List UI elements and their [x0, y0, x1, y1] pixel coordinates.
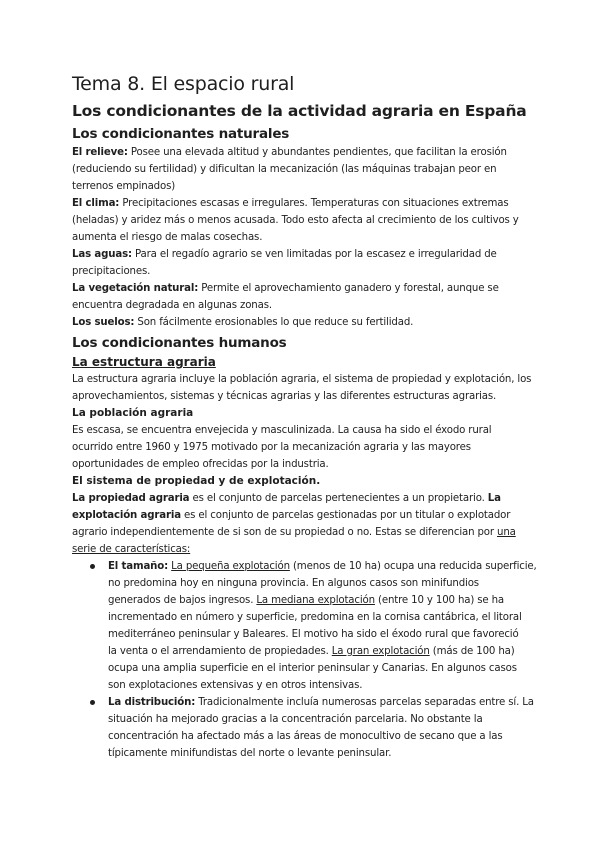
aguas-paragraph	[72, 246, 528, 280]
explotacion-term: explotación agraria	[72, 510, 181, 521]
clima-text: Precipitaciones escasas e irregulares. Temperaturas con situaciones extremas	[119, 198, 509, 209]
sistema-text-span: agrario independientemente de si son de su propiedad o no. Estas se diferencian por	[72, 527, 498, 538]
tamano-text: (menos de 10 ha) ocupa una reducida superficie,	[289, 561, 537, 572]
bullet-icon	[90, 700, 95, 705]
tamano-text: son explotaciones extensivas y en otros intensivas.	[108, 680, 363, 691]
distribucion-text: concentración ha afectado más a las áreas de monocultivo de secano que a las	[108, 731, 503, 742]
tamano-label: El tamaño:	[108, 561, 169, 572]
estructura-text: aprovechamientos, sistemas y técnicas agrarias y las diferentes estructuras agrarias.	[72, 391, 497, 402]
list-item	[72, 694, 534, 762]
relieve-text: terrenos empinados)	[72, 181, 176, 192]
document-page	[72, 72, 537, 762]
tamano-text: (más de 100 ha)	[429, 646, 515, 657]
pequena-explotacion: La pequeña explotación	[171, 561, 290, 572]
propiedad-term: La propiedad agraria	[72, 493, 190, 504]
gran-explotacion: La gran explotación	[331, 646, 430, 657]
tamano-text: generados de bajos ingresos.	[108, 595, 257, 606]
relieve-text: (reduciendo su fertilidad) y dificultan la mecanización (las máquinas trabajan peor en	[72, 164, 497, 175]
poblacion-heading: La población agraria	[72, 407, 194, 419]
sistema-text-span: es el conjunto de parcelas gestionadas por un titular o explotador	[180, 510, 511, 521]
estructura-text: La estructura agraria incluye la población agraria, el sistema de propiedad y explotación, los	[72, 374, 532, 385]
clima-text: aumenta el riesgo de malas cosechas.	[72, 232, 263, 243]
sistema-text	[72, 490, 528, 507]
sistema-text	[72, 507, 528, 524]
suelos-text: Son fácilmente erosionables lo que reduce su fertilidad.	[134, 317, 414, 328]
distribucion-text: Tradicionalmente incluía numerosas parcelas separadas entre sí. La	[195, 697, 534, 708]
tamano-text: la venta o el arrendamiento de propiedades.	[108, 646, 332, 657]
mediana-explotacion: La mediana explotación	[256, 595, 375, 606]
tamano-text: no predomina hoy en ninguna provincia. En algunos casos son minifundios	[108, 578, 479, 589]
tamano-text: (entre 10 y 100 ha) se ha	[374, 595, 505, 606]
sistema-text	[72, 524, 528, 541]
relieve-text: Posee una elevada altitud y abundantes pendientes, que facilitan la erosión	[127, 147, 507, 158]
clima-text: (heladas) y aridez más o menos acusada. Todo esto afecta al crecimiento de los cultivos y	[72, 215, 519, 226]
distribucion-text: situación ha mejorado gracias a la concentración parcelaria. No obstante la	[108, 714, 483, 725]
clima-paragraph	[72, 195, 528, 246]
suelos-paragraph	[72, 314, 528, 331]
clima-label: El clima:	[72, 198, 120, 209]
relieve-paragraph	[72, 144, 528, 195]
vegetacion-text: encuentra degradada en algunas zonas.	[72, 300, 272, 311]
naturales-heading: Los condicionantes naturales	[72, 126, 290, 142]
sistema-heading: El sistema de propiedad y de explotación.	[72, 475, 321, 487]
distribucion-text: típicamente minifundistas del norte o levante peninsular.	[108, 748, 392, 759]
poblacion-text: oportunidades de empleo ofrecidas por la industria.	[72, 459, 329, 470]
tamano-text: incrementado en número y superficie, predomina en la cornisa cantábrica, el litoral	[108, 612, 522, 623]
vegetacion-text: Permite el aprovechamiento ganadero y forestal, aunque se	[198, 283, 499, 294]
sistema-text-span: es el conjunto de parcelas pertenecientes a un propietario.	[189, 493, 488, 504]
distribucion-label: La distribución:	[108, 697, 196, 708]
estructura-heading: La estructura agraria	[72, 355, 216, 369]
poblacion-text: ocurrido entre 1960 y 1975 motivado por la mecanización agraria y las mayores	[72, 442, 471, 453]
aguas-label: Las aguas:	[72, 249, 132, 260]
vegetacion-label: La vegetación natural:	[72, 283, 199, 294]
page-title: Tema 8. El espacio rural	[72, 73, 295, 95]
list-item	[72, 558, 537, 694]
sistema-text-underlined: serie de características:	[72, 544, 191, 555]
poblacion-text: Es escasa, se encuentra envejecida y masculinizada. La causa ha sido el éxodo rural	[72, 425, 492, 436]
section-heading: Los condicionantes de la actividad agraria en España	[72, 102, 527, 120]
una-underlined: una	[497, 527, 516, 538]
aguas-text: precipitaciones.	[72, 266, 151, 277]
aguas-text: Para el regadío agrario se ven limitadas por la escasez e irregularidad de	[131, 249, 497, 260]
vegetacion-paragraph	[72, 280, 528, 314]
caracteristicas-list	[72, 558, 537, 762]
humanos-heading: Los condicionantes humanos	[72, 335, 287, 351]
bullet-icon	[90, 564, 95, 569]
relieve-label: El relieve:	[72, 147, 128, 158]
suelos-label: Los suelos:	[72, 317, 135, 328]
la-term: La	[487, 493, 501, 504]
tamano-text: mediterráneo peninsular y Baleares. El motivo ha sido el éxodo rural que favoreció	[108, 629, 519, 640]
tamano-text: ocupa una amplia superficie en el interior peninsular y Canarias. En algunos casos	[108, 663, 517, 674]
